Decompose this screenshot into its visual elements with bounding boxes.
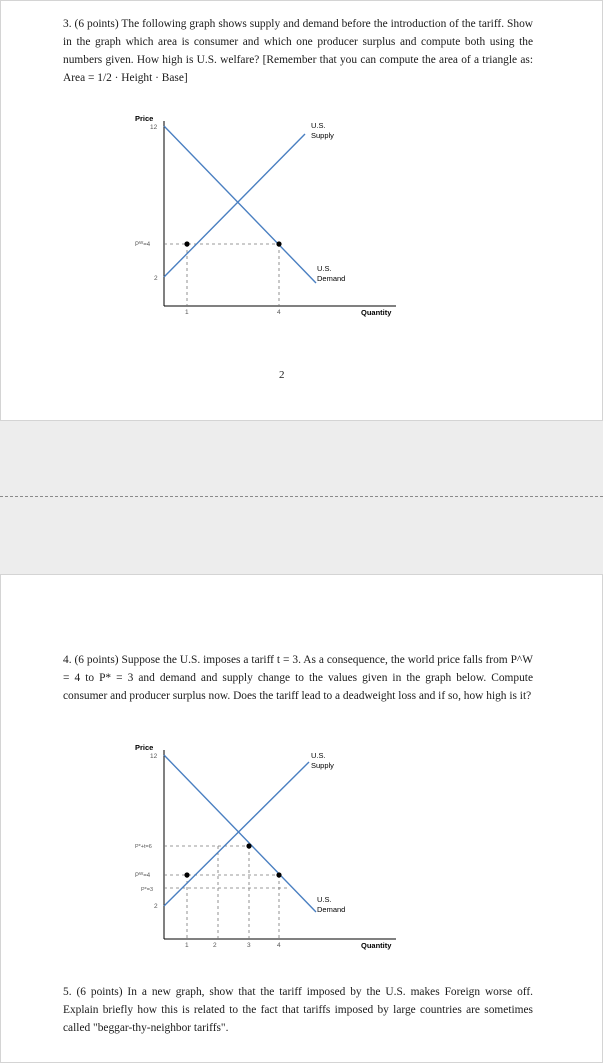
supply-point-pw — [184, 872, 189, 877]
demand-curve — [164, 126, 316, 283]
supply-curve — [164, 134, 305, 277]
quantity-axis-label: Quantity — [361, 941, 392, 950]
pstar-label: P*=3 — [141, 887, 154, 893]
quantity-tick-3: 3 — [247, 942, 251, 949]
pt-label: P*+t=6 — [135, 844, 152, 850]
price-tick-2: 2 — [154, 275, 158, 282]
supply-label-line1: U.S. — [311, 751, 326, 760]
page-2 — [0, 574, 603, 1063]
demand-label-line1: U.S. — [317, 264, 332, 273]
question-3-text: 3. (6 points) The following graph shows supply and demand before the introduction of the tariff. Show in the graph which area is consumer and which one producer surplus and compute both using the numbers given. How high is U.S. welfare? [Remember that you can compute the area of a triangle as: Area = 1/2 · Height · Base] — [63, 18, 533, 84]
demand-point-pw — [276, 872, 281, 877]
supply-label-line2: Supply — [311, 131, 334, 140]
page-1 — [0, 0, 603, 421]
page-number: 2 — [279, 369, 285, 381]
price-tick-12: 12 — [150, 124, 158, 131]
quantity-tick-2: 2 — [213, 942, 217, 949]
page-gap — [0, 421, 603, 574]
quantity-axis-label: Quantity — [361, 308, 392, 317]
price-axis-label: Price — [135, 114, 154, 123]
demand-label-line2: Demand — [317, 905, 346, 914]
demand-point-pt — [246, 843, 251, 848]
demand-point-pw — [276, 241, 281, 246]
price-axis-label: Price — [135, 743, 154, 752]
question-4-text: 4. (6 points) Suppose the U.S. imposes a tariff t = 3. As a consequence, the world price falls from P^W = 4 to P* = 3 and demand and supply change to the values given in the graph below. Compute consumer and producer surplus now. Does the tariff lead to a deadweight loss and if so, how high is it? — [63, 654, 533, 702]
graph-q3 — [121, 113, 421, 327]
supply-label-line1: U.S. — [311, 121, 326, 130]
supply-label-line2: Supply — [311, 761, 334, 770]
graph-q4 — [121, 742, 421, 958]
pw-label: $P^W=4$ — [135, 240, 151, 248]
quantity-tick-4: 4 — [277, 309, 281, 316]
question-5-text: 5. (6 points) In a new graph, show that the tariff imposed by the U.S. makes Foreign worse off. Explain briefly how this is related to the fact that tariffs imposed by large countries are sometimes called "beggar-thy-neighbor tariffs". — [63, 986, 533, 1034]
quantity-tick-4: 4 — [277, 942, 281, 949]
quantity-tick-1: 1 — [185, 309, 189, 316]
demand-label-line2: Demand — [317, 274, 346, 283]
price-tick-12: 12 — [150, 753, 158, 760]
supply-curve — [164, 762, 309, 906]
demand-label-line1: U.S. — [317, 895, 332, 904]
quantity-tick-1: 1 — [185, 942, 189, 949]
supply-point-pw — [184, 241, 189, 246]
page-break-line — [0, 496, 603, 497]
price-tick-2: 2 — [154, 903, 158, 910]
pw-label: $P^W=4$ — [135, 871, 151, 879]
